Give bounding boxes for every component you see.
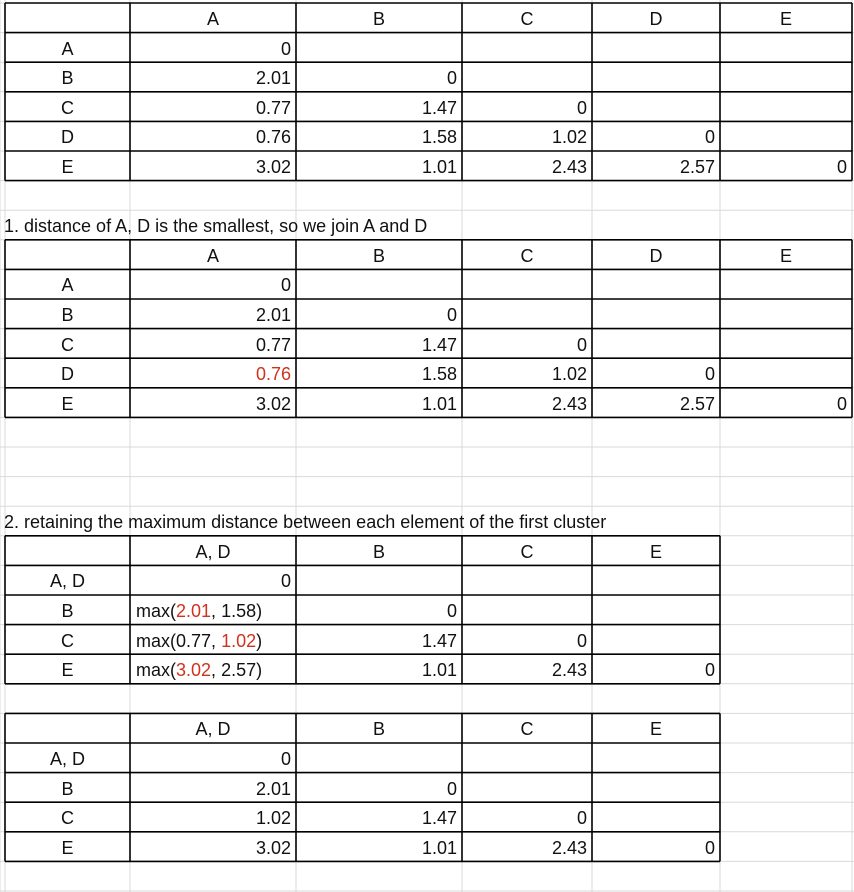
max-formula-part: )	[256, 630, 263, 651]
column-header[interactable]: C	[520, 245, 534, 266]
distance-cell[interactable]: 0	[280, 749, 291, 769]
row-header[interactable]: B	[61, 68, 74, 89]
distance-cell[interactable]: 1.47	[421, 334, 457, 355]
distance-cell[interactable]: 0	[576, 334, 587, 355]
distance-cell[interactable]: 0	[446, 68, 457, 89]
max-formula-part: 1.58	[221, 601, 257, 621]
distance-cell[interactable]: 0	[576, 630, 587, 651]
column-header[interactable]: C	[520, 719, 534, 740]
distance-cell[interactable]: 2.57	[679, 157, 715, 177]
row-header[interactable]: A	[61, 38, 74, 59]
column-header[interactable]: A, D	[195, 719, 231, 740]
column-header[interactable]: A	[206, 9, 219, 29]
distance-cell[interactable]: 2.43	[551, 393, 587, 414]
step2-caption[interactable]: 2. retaining the maximum distance between each element of the first cluster	[4, 512, 607, 533]
distance-cell[interactable]: 0	[446, 601, 457, 621]
distance-cell[interactable]: 0	[280, 275, 291, 296]
distance-cell[interactable]: 1.01	[421, 157, 457, 177]
column-header[interactable]: E	[779, 245, 792, 266]
distance-cell[interactable]: 0.76	[255, 364, 291, 385]
max-formula-part: max(	[136, 660, 176, 681]
distance-cell[interactable]: 1.47	[421, 808, 457, 829]
max-formula-part: 2.01	[176, 601, 212, 621]
distance-cell[interactable]: 3.02	[255, 157, 291, 177]
distance-cell[interactable]: 2.01	[255, 305, 291, 325]
row-header[interactable]: B	[61, 601, 74, 621]
distance-cell[interactable]: 1.58	[421, 364, 457, 385]
row-header[interactable]: D	[61, 364, 74, 385]
distance-cell[interactable]: 2.01	[255, 68, 291, 89]
distance-cell[interactable]: 0	[446, 778, 457, 799]
distance-cell[interactable]: 2.01	[255, 778, 291, 799]
row-header[interactable]: E	[61, 660, 74, 681]
row-header[interactable]: B	[61, 305, 74, 325]
row-header[interactable]: C	[61, 808, 74, 829]
row-header[interactable]: D	[61, 127, 74, 148]
max-formula-part: max(	[136, 601, 176, 621]
distance-cell[interactable]: 2.43	[551, 157, 587, 177]
max-formula-cell[interactable]	[130, 602, 296, 622]
row-header[interactable]: C	[61, 630, 74, 651]
row-header[interactable]: A	[61, 275, 74, 296]
distance-cell[interactable]: 0	[704, 837, 715, 858]
row-header[interactable]: B	[61, 778, 74, 799]
row-header[interactable]: E	[61, 393, 74, 414]
max-formula-part: 1.02	[221, 630, 257, 651]
distance-cell[interactable]: 0	[704, 660, 715, 681]
distance-cell[interactable]: 2.43	[551, 837, 587, 858]
distance-cell[interactable]: 0	[704, 364, 715, 385]
distance-cell[interactable]: 0	[280, 38, 291, 59]
row-header[interactable]: C	[61, 97, 74, 118]
column-header[interactable]: E	[649, 719, 662, 740]
max-formula-cell[interactable]	[130, 661, 296, 681]
max-formula-part: ,	[211, 630, 222, 651]
column-header[interactable]: C	[520, 9, 534, 29]
distance-cell[interactable]: 1.02	[255, 808, 291, 829]
distance-cell[interactable]: 1.58	[421, 127, 457, 148]
distance-cell[interactable]: 0	[576, 97, 587, 118]
row-header[interactable]: C	[61, 334, 74, 355]
step1-caption[interactable]: 1. distance of A, D is the smallest, so we join A and D	[4, 216, 428, 237]
column-header[interactable]: D	[649, 245, 663, 266]
column-header[interactable]: E	[779, 9, 792, 29]
max-formula-cell[interactable]	[130, 632, 296, 652]
distance-cell[interactable]: 0	[446, 305, 457, 325]
max-formula-part: 2.57	[221, 660, 257, 681]
max-formula-part: )	[256, 601, 263, 621]
distance-cell[interactable]: 0	[280, 571, 291, 592]
distance-cell[interactable]: 1.47	[421, 97, 457, 118]
column-header[interactable]: A, D	[195, 541, 231, 562]
distance-cell[interactable]: 2.57	[679, 393, 715, 414]
distance-cell[interactable]: 1.01	[421, 837, 457, 858]
distance-cell[interactable]: 1.47	[421, 630, 457, 651]
row-header[interactable]: E	[61, 837, 74, 858]
column-header[interactable]: B	[372, 245, 385, 266]
max-formula-part: ,	[211, 660, 222, 681]
max-formula-part: 0.77	[176, 630, 212, 651]
distance-cell[interactable]: 3.02	[255, 837, 291, 858]
distance-cell[interactable]: 0.76	[255, 127, 291, 148]
distance-cell[interactable]: 0.77	[255, 97, 291, 118]
column-header[interactable]: B	[372, 719, 385, 740]
row-header[interactable]: E	[61, 157, 74, 177]
row-header[interactable]: A, D	[49, 571, 85, 592]
distance-cell[interactable]: 3.02	[255, 393, 291, 414]
column-header[interactable]: D	[649, 9, 663, 29]
distance-cell[interactable]: 1.02	[551, 364, 587, 385]
column-header[interactable]: A	[206, 245, 219, 266]
distance-cell[interactable]: 0	[704, 127, 715, 148]
max-formula-part: )	[256, 660, 263, 681]
max-formula-part: max(	[136, 630, 176, 651]
distance-cell[interactable]: 1.02	[551, 127, 587, 148]
column-header[interactable]: C	[520, 541, 534, 562]
distance-cell[interactable]: 0	[576, 808, 587, 829]
distance-cell[interactable]: 1.01	[421, 660, 457, 681]
max-formula-part: ,	[211, 601, 222, 621]
distance-cell[interactable]: 2.43	[551, 660, 587, 681]
column-header[interactable]: B	[372, 541, 385, 562]
row-header[interactable]: A, D	[49, 749, 85, 769]
distance-cell[interactable]: 0	[836, 393, 847, 414]
distance-cell[interactable]: 1.01	[421, 393, 457, 414]
distance-cell[interactable]: 0.77	[255, 334, 291, 355]
max-formula-part: 3.02	[176, 660, 212, 681]
column-header[interactable]: E	[649, 541, 662, 562]
column-header[interactable]: B	[372, 9, 385, 29]
distance-cell[interactable]: 0	[836, 157, 847, 177]
